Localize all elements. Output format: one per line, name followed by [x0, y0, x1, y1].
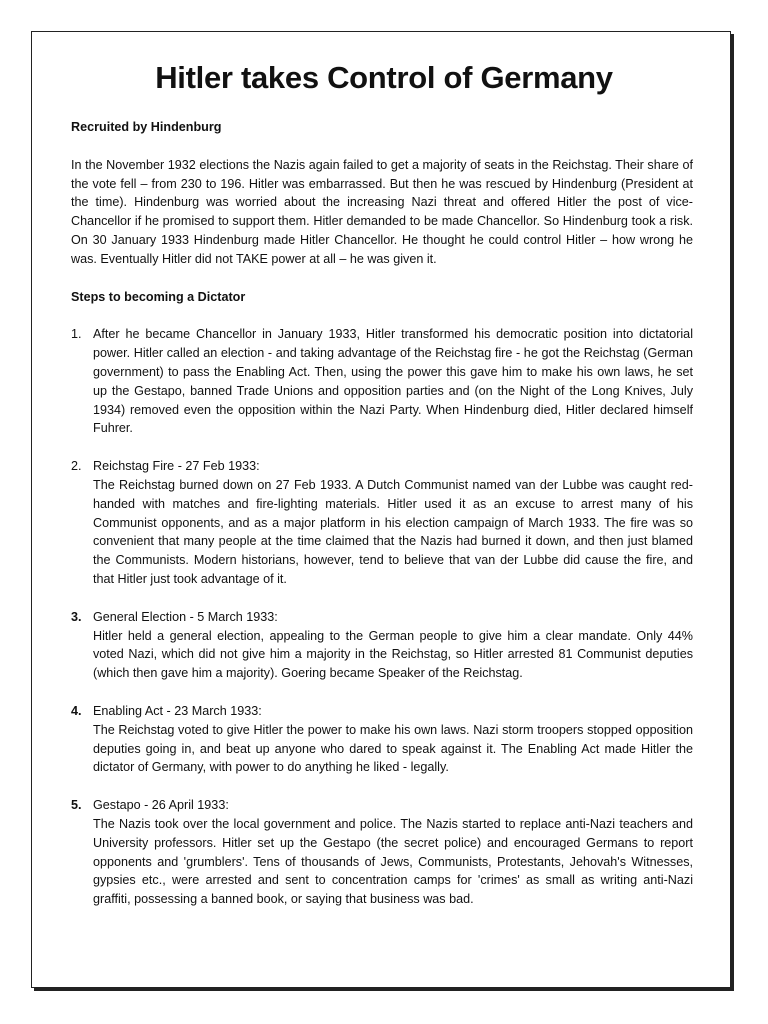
- list-item-body: The Nazis took over the local government and police. The Nazis started to replace anti-Nazi teachers and University professors. Hitler set up the Gestapo (the secret police) and encouraged Germans to report opponents and 'grumblers'. Tens of thousands of Jews, Communists, Protestants, Jehovah's Witnesses, gypsies etc., were arrested and sent to concentration camps for 'crimes' as small as writing anti-Nazi graffiti, possessing a banned book, or saying that business was bad.: [93, 816, 693, 907]
- list-item-title: Enabling Act - 23 March 1933:: [93, 703, 262, 718]
- intro-paragraph: In the November 1932 elections the Nazis again failed to get a majority of seats in the Reichstag. Their share of the vote fell – from 230 to 196. Hitler was embarrassed. But then he was rescued by Hindenburg (President at the time). Hindenburg was worried about the increasing Nazi threat and offered Hitler the post of vice-Chancellor if he promised to support them. Hitler demanded to be made Chancellor. So Hindenburg took a risk. On 30 January 1933 Hindenburg made Hitler Chancellor. He thought he could control Hitler – how wrong he was. Eventually Hitler did not TAKE power at all – he was given it.: [71, 157, 693, 266]
- list-item-body: The Reichstag voted to give Hitler the power to make his own laws. Nazi storm troopers stopped opposition deputies going in, and beat up anyone who dared to speak against it. The Enabling Act made Hitler the dictator of Germany, with power to do anything he liked - legally.: [93, 722, 693, 775]
- section-heading-steps: Steps to becoming a Dictator: [71, 289, 246, 304]
- list-item-3: [71, 608, 693, 683]
- list-item-2: [71, 457, 693, 589]
- list-item-5: [71, 796, 693, 909]
- list-item-title: General Election - 5 March 1933:: [93, 609, 278, 624]
- list-number: 4.: [71, 703, 82, 718]
- list-item-4: [71, 702, 693, 777]
- list-number: 3.: [71, 609, 82, 624]
- list-item-title: Gestapo - 26 April 1933:: [93, 798, 229, 813]
- list-number: 1.: [71, 327, 82, 342]
- list-item-body: After he became Chancellor in January 1933, Hitler transformed his democratic position into dictatorial power. Hitler called an election - and taking advantage of the Reichstag fire - he got the Reichstag (German government) to pass the Enabling Act. Then, using the power this gave him to make his own laws, he set up the Gestapo, banned Trade Unions and opposition parties and (on the Night of the Long Knives, July 1934) removed even the opposition within the Nazi Party. When Hindenburg died, Hitler declared himself Fuhrer.: [93, 327, 693, 436]
- page-title: Hitler takes Control of Germany: [155, 60, 613, 95]
- list-item-1: [71, 325, 693, 438]
- section-heading-recruited: Recruited by Hindenburg: [71, 120, 222, 134]
- document-body: [71, 118, 693, 909]
- list-item-body: The Reichstag burned down on 27 Feb 1933. A Dutch Communist named van der Lubbe was caught red-handed with matches and fire-lighting materials. Hitler used it as an excuse to arrest many of his Communist opponents, and as a major platform in his election campaign of March 1933. The fire was so convenient that many people at the time claimed that the Nazis had burned it down, and then just blamed the Communists. Modern historians, however, tend to believe that van der Lubbe did cause the fire, and that Hitler just took advantage of it.: [93, 477, 693, 586]
- list-item-title: Reichstag Fire - 27 Feb 1933:: [93, 459, 260, 474]
- list-item-body: Hitler held a general election, appealing to the German people to give him a clear mandate. Only 44% voted Nazi, which did not give him a majority in the Reichstag, so Hitler arrested 81 Communist deputies (which then gave him a majority). Goering became Speaker of the Reichstag.: [93, 628, 693, 681]
- list-number: 5.: [71, 798, 82, 813]
- list-number: 2.: [71, 459, 82, 474]
